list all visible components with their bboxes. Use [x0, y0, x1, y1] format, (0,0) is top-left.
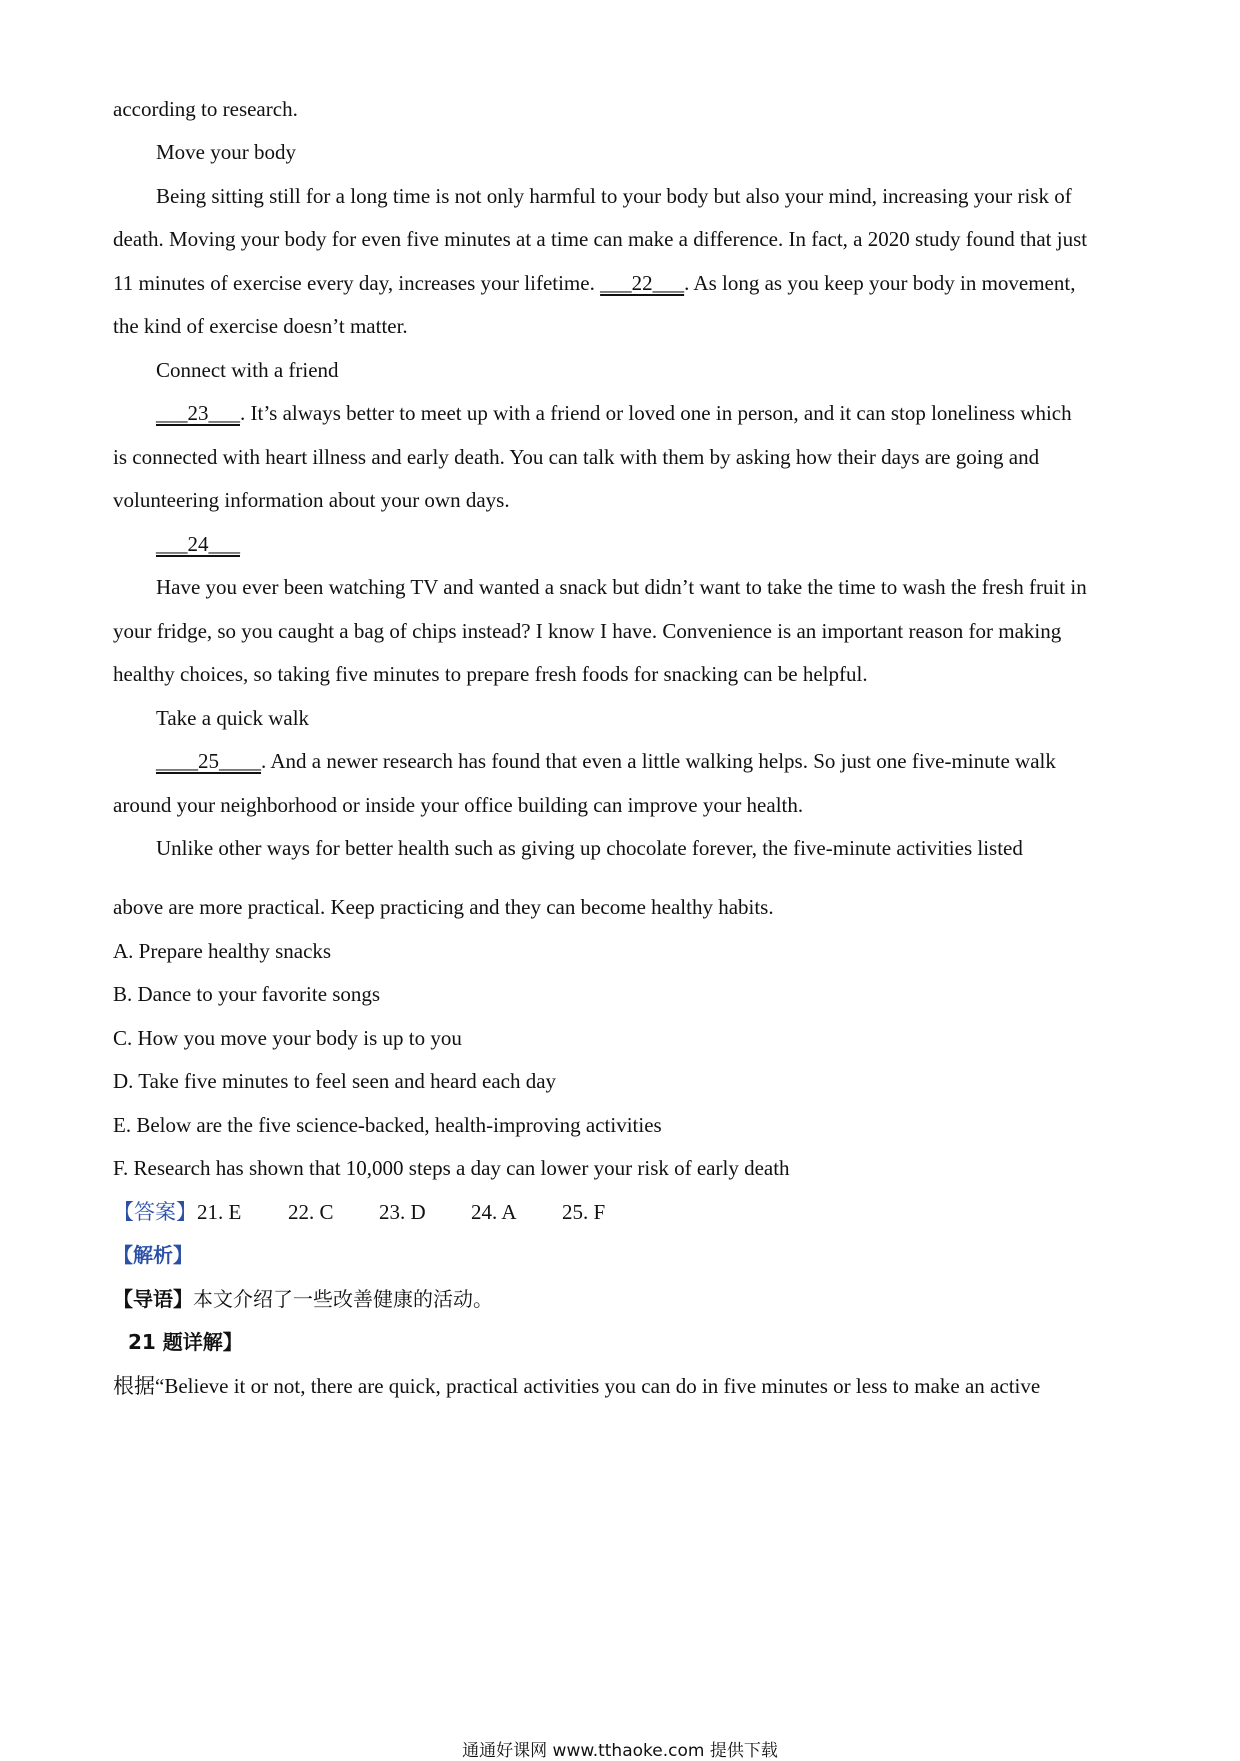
option-b: B. Dance to your favorite songs — [113, 982, 381, 1006]
passage-text: . And a newer research has found that even a little walking helps. So just one five-minute walk — [261, 749, 1056, 773]
passage-line: your fridge, so you caught a bag of chips instead? I know I have. Convenience is an important reason for making — [113, 619, 1062, 643]
guide-label: 【导语】 — [113, 1287, 193, 1311]
option-a: A. Prepare healthy snacks — [113, 939, 332, 963]
passage-text: 11 minutes of exercise every day, increases your lifetime. — [113, 271, 601, 295]
blank-23: ___23___ — [156, 401, 240, 425]
q21-heading: 21 题详解】 — [128, 1330, 243, 1354]
blank-24: ___24___ — [156, 532, 240, 556]
passage-line: is connected with heart illness and early death. You can talk with them by asking how their days are going and — [113, 445, 1040, 469]
page-footer: 通通好课网 www.tthaoke.com 提供下载 — [462, 1741, 778, 1761]
passage-text: . As long as you keep your body in movement, — [684, 271, 1076, 295]
passage-line: the kind of exercise doesn’t matter. — [113, 314, 408, 338]
option-e: E. Below are the five science-backed, health-improving activities — [113, 1113, 662, 1137]
passage-line: Unlike other ways for better health such as giving up chocolate forever, the five-minute activities listed — [156, 836, 1023, 860]
guide-line — [113, 1289, 493, 1309]
section-heading-move: Move your body — [156, 140, 296, 164]
passage-line: death. Moving your body for even five minutes at a time can make a difference. In fact, a 2020 study found that just — [113, 227, 1088, 251]
guide-text: 本文介绍了一些改善健康的活动。 — [193, 1287, 493, 1311]
section-heading-blank-24 — [156, 534, 240, 555]
answer-label: 【答案】 — [113, 1200, 197, 1224]
passage-line: around your neighborhood or inside your office building can improve your health. — [113, 793, 804, 817]
passage-line: above are more practical. Keep practicing and they can become healthy habits. — [113, 895, 774, 919]
q21-explanation-line: 根据“Believe it or not, there are quick, practical activities you can do in five minutes or less to make an active — [113, 1374, 1041, 1398]
option-c: C. How you move your body is up to you — [113, 1026, 462, 1050]
answer-item: 25. F — [562, 1200, 606, 1224]
passage-line: Being sitting still for a long time is not only harmful to your body but also your mind, increasing your risk of — [156, 184, 1072, 208]
answer-item: 21. E — [197, 1200, 242, 1224]
blank-22: ___22___ — [600, 271, 685, 295]
passage-line: healthy choices, so taking five minutes to prepare fresh foods for snacking can be helpful. — [113, 662, 868, 686]
passage-line: volunteering information about your own days. — [113, 488, 510, 512]
analysis-label: 【解析】 — [113, 1243, 193, 1267]
section-heading-connect: Connect with a friend — [156, 358, 339, 382]
passage-line: according to research. — [113, 97, 298, 121]
blank-25: ____25____ — [156, 749, 261, 773]
passage-line-with-blank — [113, 273, 1075, 294]
section-heading-walk: Take a quick walk — [156, 706, 310, 730]
passage-line-with-blank — [156, 403, 1072, 424]
answer-key — [113, 1202, 605, 1223]
option-f: F. Research has shown that 10,000 steps a day can lower your risk of early death — [113, 1156, 790, 1180]
passage-text: . It’s always better to meet up with a friend or loved one in person, and it can stop loneliness which — [240, 401, 1072, 425]
answer-item: 23. D — [379, 1200, 426, 1224]
passage-line-with-blank — [156, 751, 1056, 772]
option-d: D. Take five minutes to feel seen and heard each day — [113, 1069, 557, 1093]
answer-item: 22. C — [288, 1200, 334, 1224]
passage-line: Have you ever been watching TV and wanted a snack but didn’t want to take the time to wash the fresh fruit in — [156, 575, 1087, 599]
answer-item: 24. A — [471, 1200, 517, 1224]
